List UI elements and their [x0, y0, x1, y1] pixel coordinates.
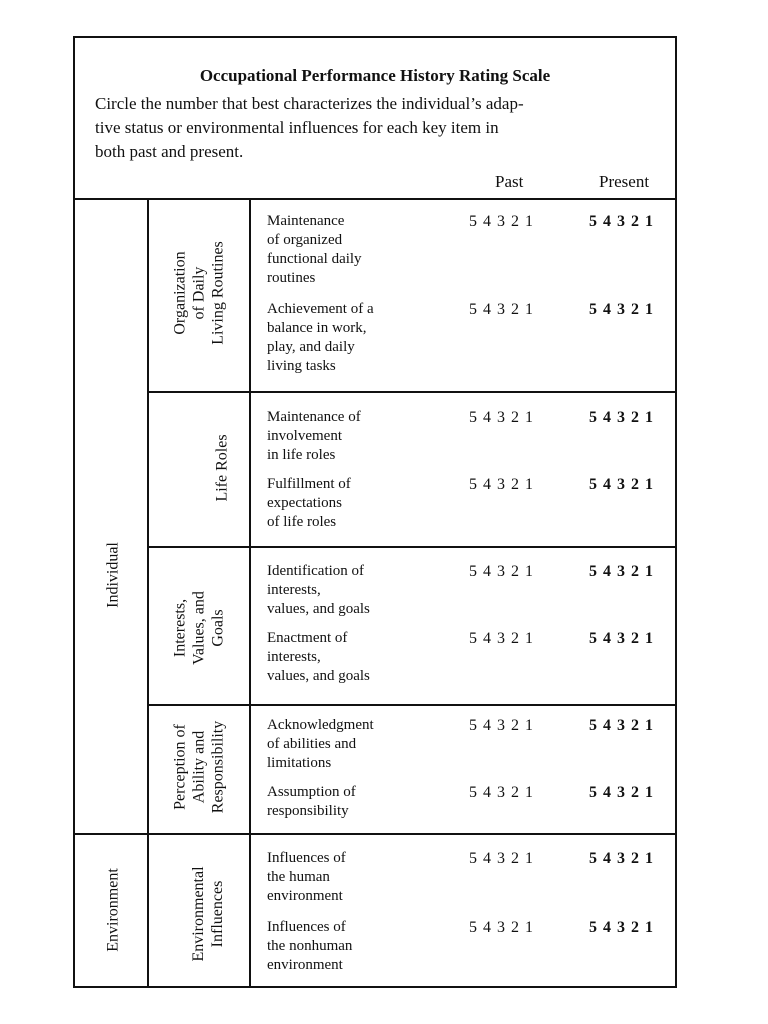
- past-rating-scale[interactable]: 5 4 3 2 1: [469, 409, 534, 426]
- category-label-daily-routines: Organization of Daily Living Routines: [171, 241, 227, 345]
- domain-divider: [147, 198, 149, 986]
- past-rating-scale[interactable]: 5 4 3 2 1: [469, 630, 534, 647]
- category-divider: [249, 198, 251, 986]
- key-item-life-role-expectations: Fulfillment of expectations of life roles: [267, 476, 351, 530]
- key-item-acknowledgment-abilities: Acknowledgment of abilities and limitations: [267, 717, 374, 771]
- key-item-nonhuman-environment: Influences of the nonhuman environment: [267, 919, 353, 973]
- past-rating-scale[interactable]: 5 4 3 2 1: [469, 784, 534, 801]
- category-label-interests-values-goals: Interests, Values, and Goals: [171, 591, 227, 665]
- instruction-line-3: both past and present.: [95, 142, 244, 161]
- header-divider: [75, 198, 675, 200]
- key-item-balance: Achievement of a balance in work, play, and daily living tasks: [267, 301, 374, 374]
- present-rating-scale[interactable]: 5 4 3 2 1: [589, 717, 654, 734]
- category-separator: [147, 391, 675, 393]
- category-separator: [147, 546, 675, 548]
- present-rating-scale[interactable]: 5 4 3 2 1: [589, 476, 654, 493]
- present-rating-scale[interactable]: 5 4 3 2 1: [589, 630, 654, 647]
- present-rating-scale[interactable]: 5 4 3 2 1: [589, 563, 654, 580]
- present-rating-scale[interactable]: 5 4 3 2 1: [589, 919, 654, 936]
- rating-scale-form: [73, 36, 677, 988]
- instruction-line-1: Circle the number that best characterizes the individual’s adap-: [95, 94, 524, 113]
- past-rating-scale[interactable]: 5 4 3 2 1: [469, 476, 534, 493]
- present-rating-scale[interactable]: 5 4 3 2 1: [589, 301, 654, 318]
- present-rating-scale[interactable]: 5 4 3 2 1: [589, 409, 654, 426]
- category-label-life-roles: Life Roles: [213, 434, 231, 502]
- form-title: Occupational Performance History Rating Scale: [199, 66, 551, 85]
- key-item-human-environment: Influences of the human environment: [267, 850, 346, 904]
- domain-separator: [75, 833, 675, 835]
- past-rating-scale[interactable]: 5 4 3 2 1: [469, 301, 534, 318]
- key-item-identification-interests: Identification of interests, values, and goals: [267, 563, 370, 617]
- past-rating-scale[interactable]: 5 4 3 2 1: [469, 563, 534, 580]
- past-rating-scale[interactable]: 5 4 3 2 1: [469, 717, 534, 734]
- category-label-environmental-influences: Environmental Influences: [190, 866, 226, 962]
- present-column-header: Present: [599, 172, 650, 191]
- past-column-header: Past: [495, 172, 524, 191]
- present-rating-scale[interactable]: 5 4 3 2 1: [589, 213, 654, 230]
- category-separator: [147, 704, 675, 706]
- present-rating-scale[interactable]: 5 4 3 2 1: [589, 784, 654, 801]
- present-rating-scale[interactable]: 5 4 3 2 1: [589, 850, 654, 867]
- instruction-line-2: tive status or environmental influences for each key item in: [95, 118, 499, 137]
- domain-label-individual: Individual: [104, 542, 122, 608]
- key-item-assumption-responsibility: Assumption of responsibility: [267, 784, 356, 819]
- past-rating-scale[interactable]: 5 4 3 2 1: [469, 213, 534, 230]
- domain-label-environment: Environment: [104, 868, 122, 952]
- key-item-enactment-interests: Enactment of interests, values, and goals: [267, 630, 370, 684]
- key-item-life-role-involvement: Maintenance of involvement in life roles: [267, 409, 361, 463]
- past-rating-scale[interactable]: 5 4 3 2 1: [469, 850, 534, 867]
- key-item-organized-routines: Maintenance of organized functional daily routines: [267, 213, 362, 286]
- past-rating-scale[interactable]: 5 4 3 2 1: [469, 919, 534, 936]
- category-label-ability-responsibility: Perception of Ability and Responsibility: [171, 720, 227, 814]
